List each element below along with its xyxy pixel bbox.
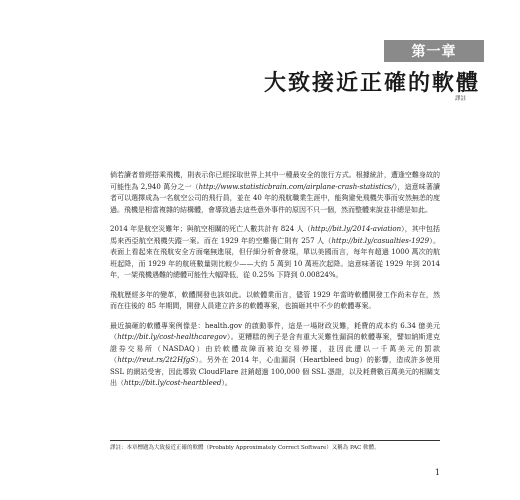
url-link[interactable]: http://bit.ly/casualties-1929	[331, 236, 430, 245]
text-run: 倘若讀者曾經搭乘飛機，則表示你已經採取世界上其中一種最安全的旅行方式。根據統計，遭逢空難身故的可能性為 2,940 萬分之一（	[110, 171, 440, 191]
chapter-title: 大致接近正確的軟體	[263, 71, 480, 96]
paragraph-3	[110, 290, 440, 313]
title-translator-note-mark: 譯註	[455, 96, 467, 102]
body-text	[110, 170, 440, 398]
url-link[interactable]: http://www.statisticbrain.com/airplane-crash-statistics/	[198, 182, 394, 191]
text-run: 最近搞砸的軟體專案例像是：health.gov 的啟動事件，這是一場財政災難，耗費的成本約 6.34 億美元（	[110, 321, 440, 341]
text-run: ），其中包括馬來西亞航空飛機失蹤一案。而在 1929 年的空難傷亡則有 257 人（	[110, 225, 440, 245]
text-run: ）。另外在 2014 年，心血漏洞（Heartbleed bug）的影響，造成許多使用 SSL 的網站受害，因此導致 CloudFlare 註銷超過 100,000 個 SSL 憑證，以及耗費數百萬美元的相關支出（	[110, 356, 441, 387]
url-link[interactable]: http://bit.ly/cost-heartbleed	[124, 379, 222, 387]
url-link[interactable]: http://reut.rs/2t2HfgS	[117, 356, 196, 364]
page-number: 1	[434, 468, 440, 477]
footnote-divider	[110, 440, 440, 441]
text-run: ）。表面上看起來在飛航安全方面毫無進展，但仔細分析會發現，單以美國而言，每年有超過 1000 萬次的航班起降，而 1929 年的航班數量則比較少——大約 5 萬到 10 萬班次起降。這意味著從 1929 年到 2014 年，一架飛機遇難的總體可能性大幅降低，從 0.25% 下降到 0.00824%。	[110, 236, 441, 279]
url-link[interactable]: http://bit.ly/cost-healthcaregov	[117, 333, 227, 341]
text-run: 2014 年是航空災難年；與航空相關的死亡人數共計有 824 人（	[110, 225, 311, 233]
text-run: ）。更糟糕的例子是含有重大災難性漏洞的軟體專案，譬如納斯達克證券交易所（NASDAQ）由於軟體故障而被迫交易停擺，並因此遭以一千萬美元的罰款（	[110, 333, 441, 364]
url-link[interactable]: http://bit.ly/2014-aviation	[310, 225, 402, 233]
paragraph-1	[110, 170, 440, 216]
text-run: ），這意味著讀者可以選擇成為一名航空公司的飛行員，並在 40 年的飛航職業生涯中，能夠避免飛機失事而安然無恙的度過。飛機是相當複雜的結構體，會導致過去這些意外事件的原因不只一個，然而整體來說並非總是如此。	[110, 182, 440, 214]
paragraph-4	[110, 321, 440, 390]
chapter-label: 第一章	[384, 40, 484, 62]
footnote: 譯註：本章標題為大致接近正確的軟體（Probably Approximately Correct Software）又稱為 PAC 軟體。	[110, 445, 380, 451]
text-run: 飛航歷經多年的變革，軟體開發也該如此。以軟體業而言，儘管 1929 年當時軟體開發工作尚未存在，然而在往後的 85 年期間，開發人員建立許多的軟體專案，也搞砸其中不少的軟體專案。	[110, 290, 440, 310]
text-run: ）。	[221, 379, 232, 387]
paragraph-2	[110, 224, 440, 282]
